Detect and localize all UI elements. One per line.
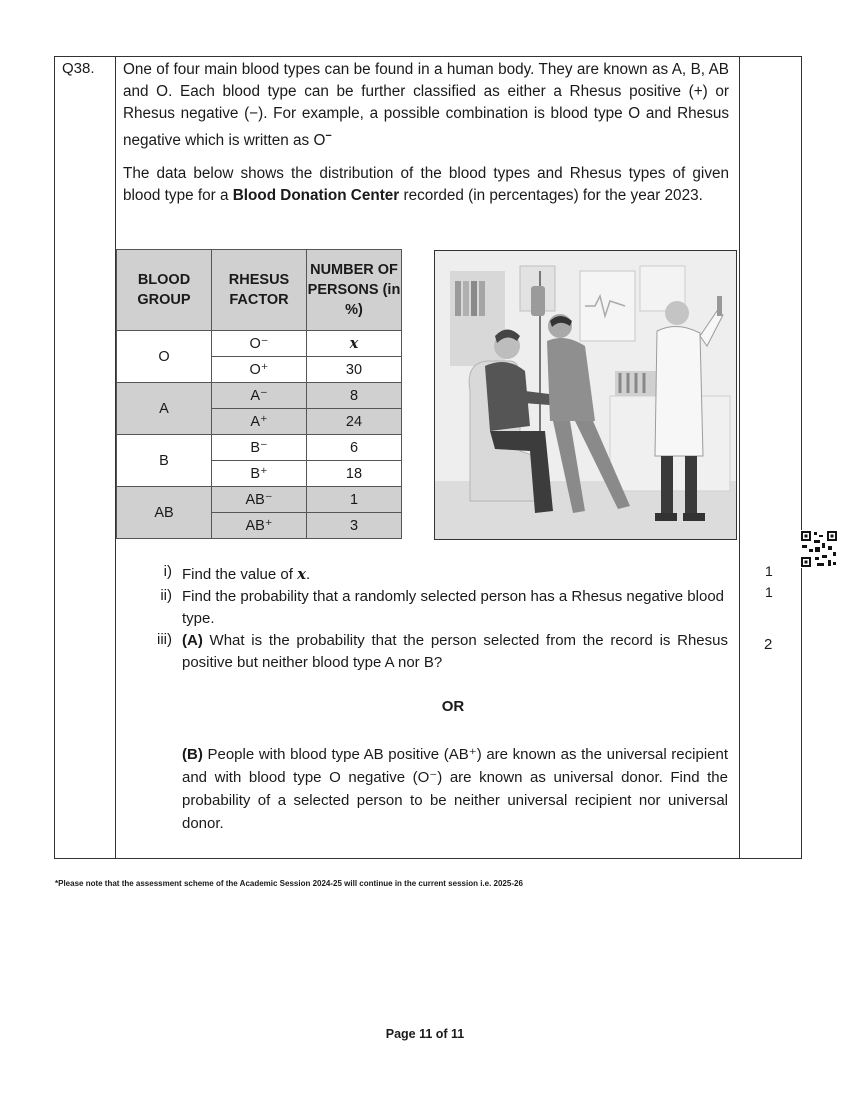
value-cell: 24 bbox=[307, 409, 402, 435]
blood-type-table bbox=[116, 249, 402, 539]
qr-code-icon bbox=[800, 530, 838, 568]
subq-i-text: Find the value of x. bbox=[182, 565, 311, 583]
value-cell: 3 bbox=[307, 513, 402, 539]
footnote: *Please note that the assessment scheme of the Academic Session 2024-25 will continue in the current session i.e. 2025-26 bbox=[55, 879, 523, 888]
value-cell: 30 bbox=[307, 357, 402, 383]
factor-cell: AB⁺ bbox=[212, 513, 307, 539]
value-cell: 1 bbox=[307, 487, 402, 513]
subq-ii-text: Find the probability that a randomly selected person has a Rhesus negative blood type. bbox=[182, 588, 724, 627]
factor-cell: O⁺ bbox=[212, 357, 307, 383]
table-row bbox=[117, 383, 402, 409]
subq-iii-b-text: (B) People with blood type AB positive (AB⁺) are known as the universal recipient and with blood type O negative (O⁻) are known as universal donor. Find the probability of a selected person to be neither universal recipient nor universal donor. bbox=[182, 746, 728, 832]
subq-i-label: i) bbox=[163, 563, 172, 580]
factor-cell: B⁻ bbox=[212, 435, 307, 461]
factor-cell: A⁺ bbox=[212, 409, 307, 435]
table-row bbox=[117, 331, 402, 357]
clinic-scene-image bbox=[435, 251, 737, 540]
column-divider-right bbox=[739, 56, 740, 859]
marks-ii: 1 bbox=[765, 584, 773, 600]
table-row bbox=[117, 487, 402, 513]
page-number: Page 11 of 11 bbox=[385, 1027, 465, 1041]
header-rhesus-factor: RHESUS FACTOR bbox=[212, 250, 307, 331]
question-intro: One of four main blood types can be found in a human body. They are known as A, B, AB and O. Each blood type can be further classified as either a Rhesus positive (+) or Rhesus negative (−). For example, a possible combination is blood type O and Rhesus negative which is written as O− bbox=[123, 61, 729, 150]
value-cell: 8 bbox=[307, 383, 402, 409]
blood-donation-illustration bbox=[434, 250, 737, 540]
group-cell: AB bbox=[117, 487, 212, 539]
factor-cell: AB⁻ bbox=[212, 487, 307, 513]
factor-cell: A⁻ bbox=[212, 383, 307, 409]
group-cell: A bbox=[117, 383, 212, 435]
data-description: The data below shows the distribution of the blood types and Rhesus types of given blood type for a Blood Donation Center recorded (in percentages) for the year 2023. bbox=[123, 165, 729, 204]
group-cell: B bbox=[117, 435, 212, 487]
question-number: Q38. bbox=[62, 60, 95, 77]
value-cell: x bbox=[307, 331, 402, 357]
group-cell: O bbox=[117, 331, 212, 383]
factor-cell: O⁻ bbox=[212, 331, 307, 357]
subq-ii-label: ii) bbox=[160, 587, 172, 604]
marks-iii: 2 bbox=[764, 636, 773, 653]
table-header-row bbox=[117, 250, 402, 331]
value-cell: 6 bbox=[307, 435, 402, 461]
table-row bbox=[117, 435, 402, 461]
subq-iii-label: iii) bbox=[157, 631, 172, 648]
or-separator: OR bbox=[441, 698, 465, 715]
marks-i: 1 bbox=[765, 563, 773, 579]
header-number-of-persons: NUMBER OF PERSONS (in %) bbox=[307, 250, 402, 331]
subq-iii-a-text: (A) What is the probability that the person selected from the record is Rhesus positive but neither blood type A nor B? bbox=[182, 632, 728, 671]
value-cell: 18 bbox=[307, 461, 402, 487]
header-blood-group: BLOOD GROUP bbox=[117, 250, 212, 331]
factor-cell: B⁺ bbox=[212, 461, 307, 487]
